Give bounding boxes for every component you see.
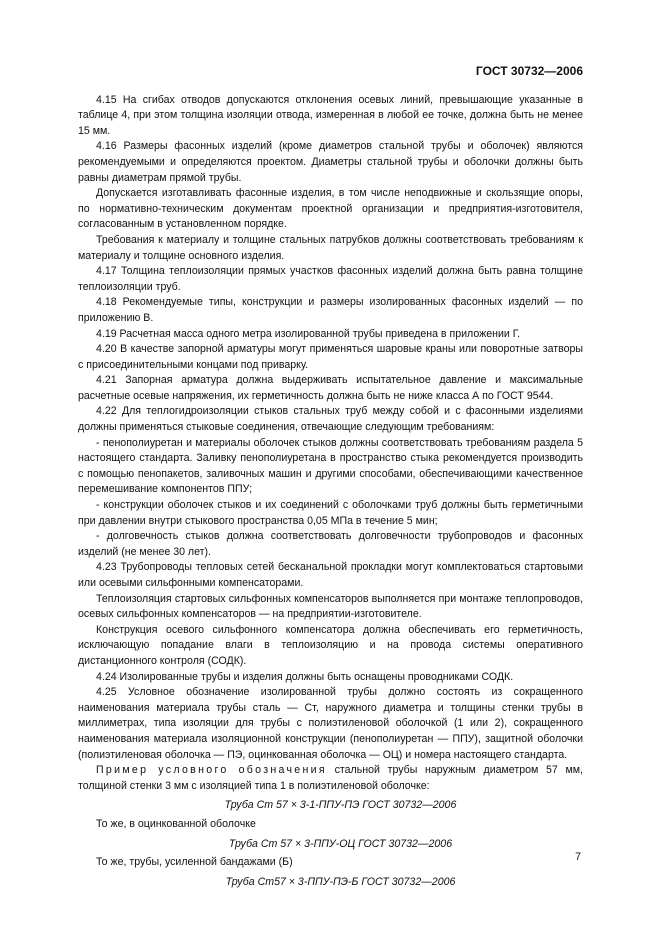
designation-formula: Труба Ст 57 × 3-ППУ-ОЦ ГОСТ 30732—2006 <box>228 837 453 850</box>
paragraph: 4.15 На сгибах отводов допускаются отклонения осевых линий, превышающие указанные в таблице 4, при этом толщина изоляции отвода, измеренная в любой ее точке, должна быть не менее 15 мм. <box>78 93 583 137</box>
document-header: ГОСТ 30732—2006 <box>475 64 583 78</box>
paragraph: 4.22 Для теплогидроизоляции стыков стальных труб между собой и с фасонными изделиями должны применяться стыковые соединения, отвечающие следующим требованиям: <box>78 405 583 434</box>
paragraph: 4.19 Расчетная масса одного метра изолированной трубы приведена в приложении Г. <box>96 327 521 340</box>
page-number: 7 <box>575 851 581 863</box>
paragraph: 4.24 Изолированные трубы и изделия должны быть оснащены проводниками СОДК. <box>96 670 514 683</box>
paragraph: 4.23 Трубопроводы тепловых сетей бесканальной прокладки могут комплектоваться стартовыми или осевыми сильфонными компенсаторами. <box>78 561 583 589</box>
designation-formula: Труба Ст57 × 3-ППУ-ПЭ-Б ГОСТ 30732—2006 <box>225 875 456 888</box>
list-item: - конструкции оболочек стыков и их соединений с оболочками труб должны быть герметичными при давлении внутри стыкового пространства 0,05 МПа в течение 5 мин; <box>78 499 583 527</box>
paragraph: 4.16 Размеры фасонных изделий (кроме диаметров стальной трубы и оболочек) являются рекомендуемыми и определяются проектом. Диаметры стальной трубы и оболочки должны быть равны диаметрам прямой трубы. <box>78 140 583 184</box>
paragraph: 4.25 Условное обозначение изолированной трубы должно состоять из сокращенного наименования материала трубы сталь — Ст, наружного диаметра и толщины стенки трубы в миллиметрах, типа изоляции для трубы с полиэтиленовой оболочкой (1 или 2), сокращенного наименования материала изоляционной конструкции (пенополиуретан — ППУ), защитной оболочки (полиэтиленовая оболочка — ПЭ, оцинкованная оболочка — ОЦ) и номера настоящего стандарта. <box>78 686 583 761</box>
paragraph: Требования к материалу и толщине стальных патрубков должны соответствовать требованиям к материалу и толщине основного изделия. <box>78 233 583 262</box>
paragraph: То же, в оцинкованной оболочке <box>96 817 256 830</box>
paragraph: 4.18 Рекомендуемые типы, конструкции и размеры изолированных фасонных изделий — по приложению В. <box>78 296 583 324</box>
list-item: - долговечность стыков должна соответствовать долговечности трубопроводов и фасонных изделий (не менее 30 лет). <box>78 530 583 558</box>
paragraph: 4.20 В качестве запорной арматуры могут применяться шаровые краны или поворотные затворы с присоединительными концами под приварку. <box>78 343 583 371</box>
list-item: - пенополиуретан и материалы оболочек стыков должны соответствовать требованиям раздела 5 настоящего стандарта. Заливку пенополиуретана в пространство стыка рекомендуется производить с помощью пенопакетов, заливочных машин и другими способами, обеспечивающими качественное перемешивание компонентов ППУ; <box>78 436 583 496</box>
paragraph: Конструкция осевого сильфонного компенсатора должна обеспечивать его герметичность, исключающую попадание влаги в теплоизоляцию и на провода системы оперативного дистанционного контроля (СОДК). <box>78 623 583 667</box>
paragraph: Допускается изготавливать фасонные изделия, в том числе неподвижные и скользящие опоры, по нормативно-техническим документам проектной организации и предприятия-изготовителя, согласованным в установленном порядке. <box>78 187 583 231</box>
example-label: Пример условного обозначения <box>96 764 327 777</box>
body-text <box>78 93 583 891</box>
designation-formula: Труба Ст 57 × 3-1-ППУ-ПЭ ГОСТ 30732—2006 <box>224 799 457 812</box>
paragraph: 4.17 Толщина теплоизоляции прямых участков фасонных изделий должна быть равна толщине теплоизоляции труб. <box>78 265 583 293</box>
example-text: стальной трубы наружным диаметром 57 мм, толщиной стенки 3 мм с изоляцией типа 1 в полиэтиленовой оболочке: <box>78 764 583 792</box>
paragraph: Теплоизоляция стартовых сильфонных компенсаторов выполняется при монтаже теплопроводов, осевых сильфонных компенсаторов — на предприятии-изготовителе. <box>78 592 583 621</box>
paragraph: То же, трубы, усиленной бандажами (Б) <box>96 856 293 869</box>
paragraph: 4.21 Запорная арматура должна выдерживать испытательное давление и максимальные расчетные осевые напряжения, их герметичность должна быть не ниже класса А по ГОСТ 9544. <box>78 374 583 402</box>
example-paragraph <box>78 763 583 794</box>
